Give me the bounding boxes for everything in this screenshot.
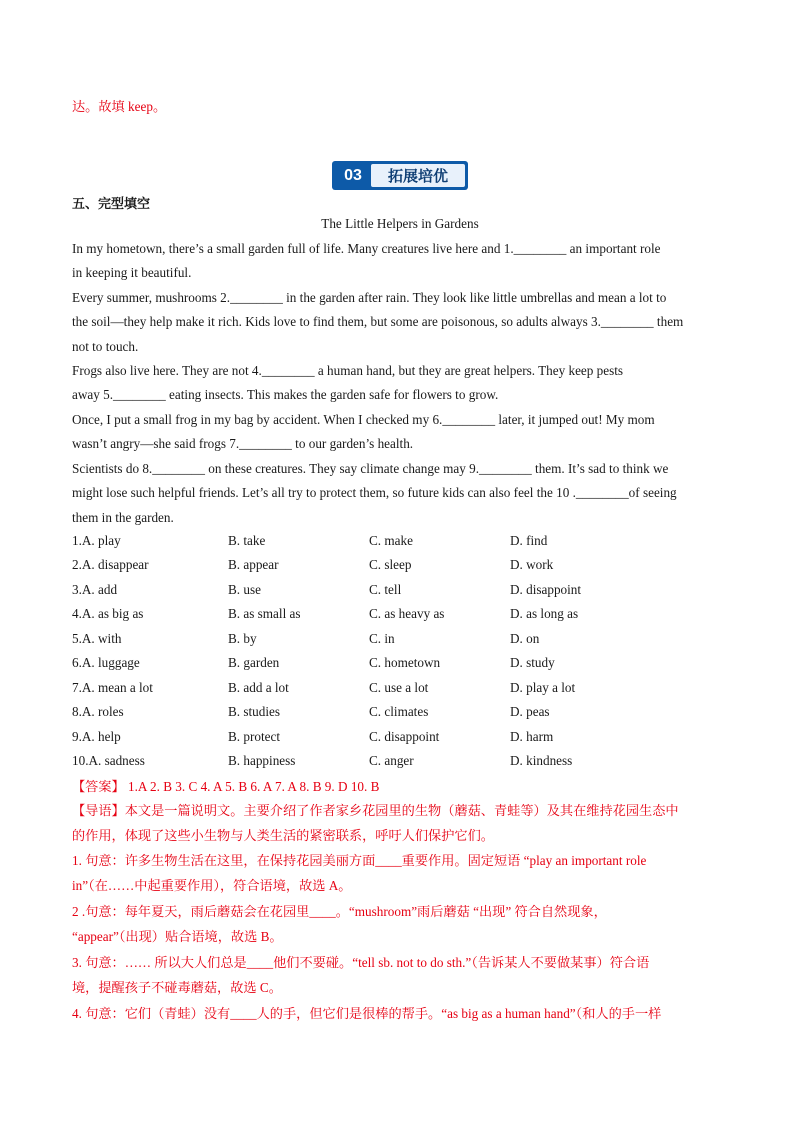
option-d: D. disappoint [510, 582, 582, 597]
option-c: C. climates [369, 704, 429, 719]
explanation-line: 4. 句意：它们（青蛙）没有____人的手，但它们是很棒的帮手。“as big as a human hand”（和人的手一样 [72, 1006, 662, 1021]
passage-line: Scientists do 8.________ on these creatures. They say climate change may 9.________ them. It’s sad to think we [72, 461, 669, 476]
answer-line: 【答案】 1.A 2. B 3. C 4. A 5. B 6. A 7. A 8. B 9. D 10. B [72, 779, 380, 794]
option-a: 4.A. as big as [72, 606, 144, 621]
passage-line: away 5.________ eating insects. This makes the garden safe for flowers to grow. [72, 387, 499, 402]
option-d: D. on [510, 631, 540, 646]
explanation-line: 1. 句意：许多生物生活在这里，在保持花园美丽方面____重要作用。固定短语 “play an important role [72, 853, 647, 868]
option-c: C. hometown [369, 655, 441, 670]
option-a: 9.A. help [72, 729, 121, 744]
option-d: D. work [510, 557, 554, 572]
explanation-line: in”（在……中起重要作用），符合语境，故选 A。 [72, 878, 352, 893]
explanation-line: 2 .句意：每年夏天，雨后蘑菇会在花园里____。“mushroom”雨后蘑菇 “出现” 符合自然现象， [72, 904, 607, 919]
explanation-line: 【导语】本文是一篇说明文。主要介绍了作者家乡花园里的生物（蘑菇、青蛙等）及其在维持花园生态中 [72, 803, 679, 818]
option-b: B. add a lot [228, 680, 289, 695]
option-d: D. play a lot [510, 680, 576, 695]
option-b: B. take [228, 533, 266, 548]
option-b: B. use [228, 582, 261, 597]
section-banner [332, 161, 468, 190]
option-d: D. find [510, 533, 548, 548]
option-d: D. kindness [510, 753, 573, 768]
explanation-line: 3. 句意：…… 所以大人们总是____他们不要碰。“tell sb. not to do sth.”（告诉某人不要做某事）符合语 [72, 955, 650, 970]
passage-line: In my hometown, there’s a small garden full of life. Many creatures live here and 1.________ an important role [72, 241, 661, 256]
option-a: 7.A. mean a lot [72, 680, 153, 695]
option-b: B. garden [228, 655, 280, 670]
option-c: C. as heavy as [369, 606, 445, 621]
option-a: 3.A. add [72, 582, 118, 597]
option-b: B. by [228, 631, 257, 646]
option-c: C. tell [369, 582, 402, 597]
banner-title: 拓展培优 [371, 164, 465, 187]
option-d: D. as long as [510, 606, 579, 621]
banner-number: 03 [335, 164, 371, 187]
option-b: B. as small as [228, 606, 301, 621]
option-c: C. make [369, 533, 413, 548]
option-a: 5.A. with [72, 631, 122, 646]
option-b: B. appear [228, 557, 279, 572]
passage-line: Frogs also live here. They are not 4.________ a human hand, but they are great helpers. They keep pests [72, 363, 624, 378]
option-a: 2.A. disappear [72, 557, 149, 572]
option-a: 10.A. sadness [72, 753, 145, 768]
explanation-line: 的作用，体现了这些小生物与人类生活的紧密联系，呼吁人们保护它们。 [72, 828, 494, 843]
passage-line: wasn’t angry—she said frogs 7.________ to our garden’s health. [72, 436, 414, 451]
option-b: B. studies [228, 704, 281, 719]
passage-line: Every summer, mushrooms 2.________ in the garden after rain. They look like little umbrellas and mean a lot to [72, 290, 667, 305]
option-d: D. peas [510, 704, 550, 719]
option-a: 6.A. luggage [72, 655, 140, 670]
option-c: C. disappoint [369, 729, 440, 744]
explanation-line: 境，提醒孩子不碰毒蘑菇，故选 C。 [72, 980, 282, 995]
explanation-line: “appear”（出现）贴合语境，故选 B。 [72, 929, 283, 944]
passage-line: them in the garden. [72, 510, 174, 525]
option-b: B. happiness [228, 753, 296, 768]
option-d: D. study [510, 655, 555, 670]
passage-line: the soil—they help make it rich. Kids love to find them, but some are poisonous, so adults always 3.________ them [72, 314, 684, 329]
option-c: C. in [369, 631, 395, 646]
option-b: B. protect [228, 729, 281, 744]
option-c: C. use a lot [369, 680, 429, 695]
passage-title: The Little Helpers in Gardens [321, 216, 479, 231]
option-c: C. anger [369, 753, 414, 768]
top-note: 达。故填 keep。 [72, 99, 167, 114]
option-d: D. harm [510, 729, 554, 744]
passage-line: not to touch. [72, 339, 139, 354]
passage-line: in keeping it beautiful. [72, 265, 192, 280]
passage-line: might lose such helpful friends. Let’s all try to protect them, so future kids can also feel the 10 .________of seeing [72, 485, 677, 500]
section-heading: 五、完型填空 [72, 197, 151, 212]
option-c: C. sleep [369, 557, 412, 572]
option-a: 1.A. play [72, 533, 121, 548]
passage-line: Once, I put a small frog in my bag by accident. When I checked my 6.________ later, it jumped out! My mom [72, 412, 655, 427]
option-a: 8.A. roles [72, 704, 124, 719]
